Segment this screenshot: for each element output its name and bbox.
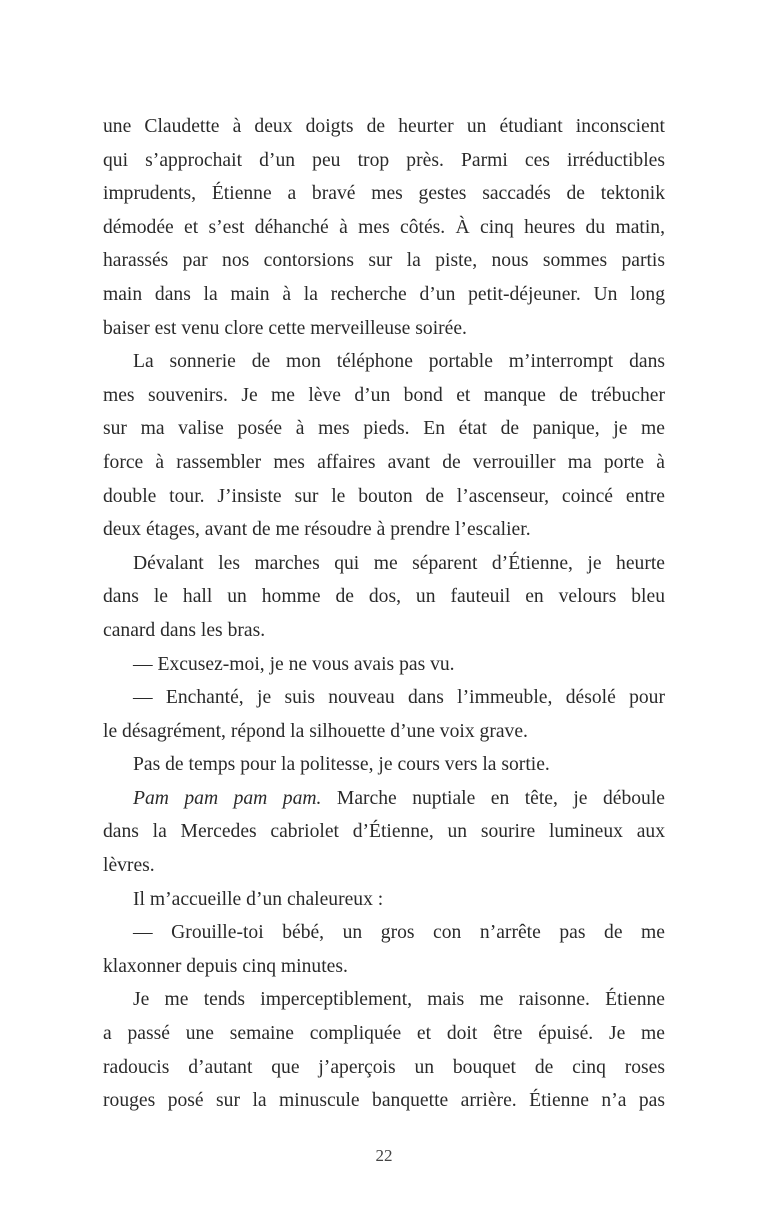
- text-line: Pas de temps pour la politesse, je cours vers la sortie.: [133, 754, 550, 776]
- paragraph: [103, 547, 665, 648]
- text-line: Il m’accueille d’un chaleureux :: [133, 888, 384, 910]
- text-line: imprudents, Étienne a bravé mes gestes saccadés de tektonik: [103, 183, 665, 205]
- paragraph: [103, 345, 665, 547]
- italic-lead: Pam pam pam pam.: [133, 787, 322, 809]
- paragraph: [103, 916, 665, 983]
- text-line: rouges posé sur la minuscule banquette arrière. Étienne n’a pas: [103, 1090, 665, 1112]
- text-line: Dévalant les marches qui me séparent d’Étienne, je heurte: [133, 552, 665, 574]
- page-body-text: [103, 110, 665, 1118]
- text-line: harassés par nos contorsions sur la piste, nous sommes partis: [103, 250, 665, 272]
- text-line: La sonnerie de mon téléphone portable m’interrompt dans: [133, 351, 665, 373]
- text-line: canard dans les bras.: [103, 619, 266, 641]
- text-line: dans la Mercedes cabriolet d’Étienne, un sourire lumineux aux: [103, 821, 665, 843]
- text-line: — Enchanté, je suis nouveau dans l’immeuble, désolé pour: [133, 687, 665, 709]
- text-line: sur ma valise posée à mes pieds. En état de panique, je me: [103, 418, 665, 440]
- paragraph: [103, 110, 665, 345]
- text-line: double tour. J’insiste sur le bouton de l’ascenseur, coincé entre: [103, 485, 665, 507]
- paragraph: [103, 681, 665, 748]
- paragraph: [103, 648, 665, 682]
- text-line: a passé une semaine compliquée et doit être épuisé. Je me: [103, 1023, 665, 1045]
- text-line: main dans la main à la recherche d’un petit-déjeuner. Un long: [103, 283, 665, 305]
- text-line: — Grouille-toi bébé, un gros con n’arrête pas de me: [133, 922, 665, 944]
- text-line: démodée et s’est déhanché à mes côtés. À cinq heures du matin,: [103, 216, 665, 238]
- paragraph: [103, 983, 665, 1117]
- text-line: une Claudette à deux doigts de heurter un étudiant inconscient: [103, 116, 665, 137]
- text-line: deux étages, avant de me résoudre à prendre l’escalier.: [103, 519, 531, 541]
- text-line: force à rassembler mes affaires avant de verrouiller ma porte à: [103, 451, 665, 473]
- paragraph: [103, 883, 665, 917]
- text-line: Pam pam pam pam. Marche nuptiale en tête, je déboule: [133, 787, 665, 809]
- text-line: qui s’approchait d’un peu trop près. Parmi ces irréductibles: [103, 149, 665, 171]
- text-line: lèvres.: [103, 855, 155, 877]
- paragraph: [103, 782, 665, 883]
- text-line: le désagrément, répond la silhouette d’une voix grave.: [103, 720, 528, 742]
- text-line: radoucis d’autant que j’aperçois un bouquet de cinq roses: [103, 1056, 665, 1078]
- text-line: Je me tends imperceptiblement, mais me raisonne. Étienne: [133, 989, 665, 1011]
- text-line: mes souvenirs. Je me lève d’un bond et manque de trébucher: [103, 384, 665, 406]
- page-number: 22: [375, 1146, 393, 1165]
- text-line: baiser est venu clore cette merveilleuse soirée.: [103, 317, 467, 339]
- text-line: klaxonner depuis cinq minutes.: [103, 955, 348, 977]
- text-line: dans le hall un homme de dos, un fauteuil en velours bleu: [103, 586, 665, 608]
- text-line: — Excusez-moi, je ne vous avais pas vu.: [133, 653, 455, 675]
- paragraph: [103, 748, 665, 782]
